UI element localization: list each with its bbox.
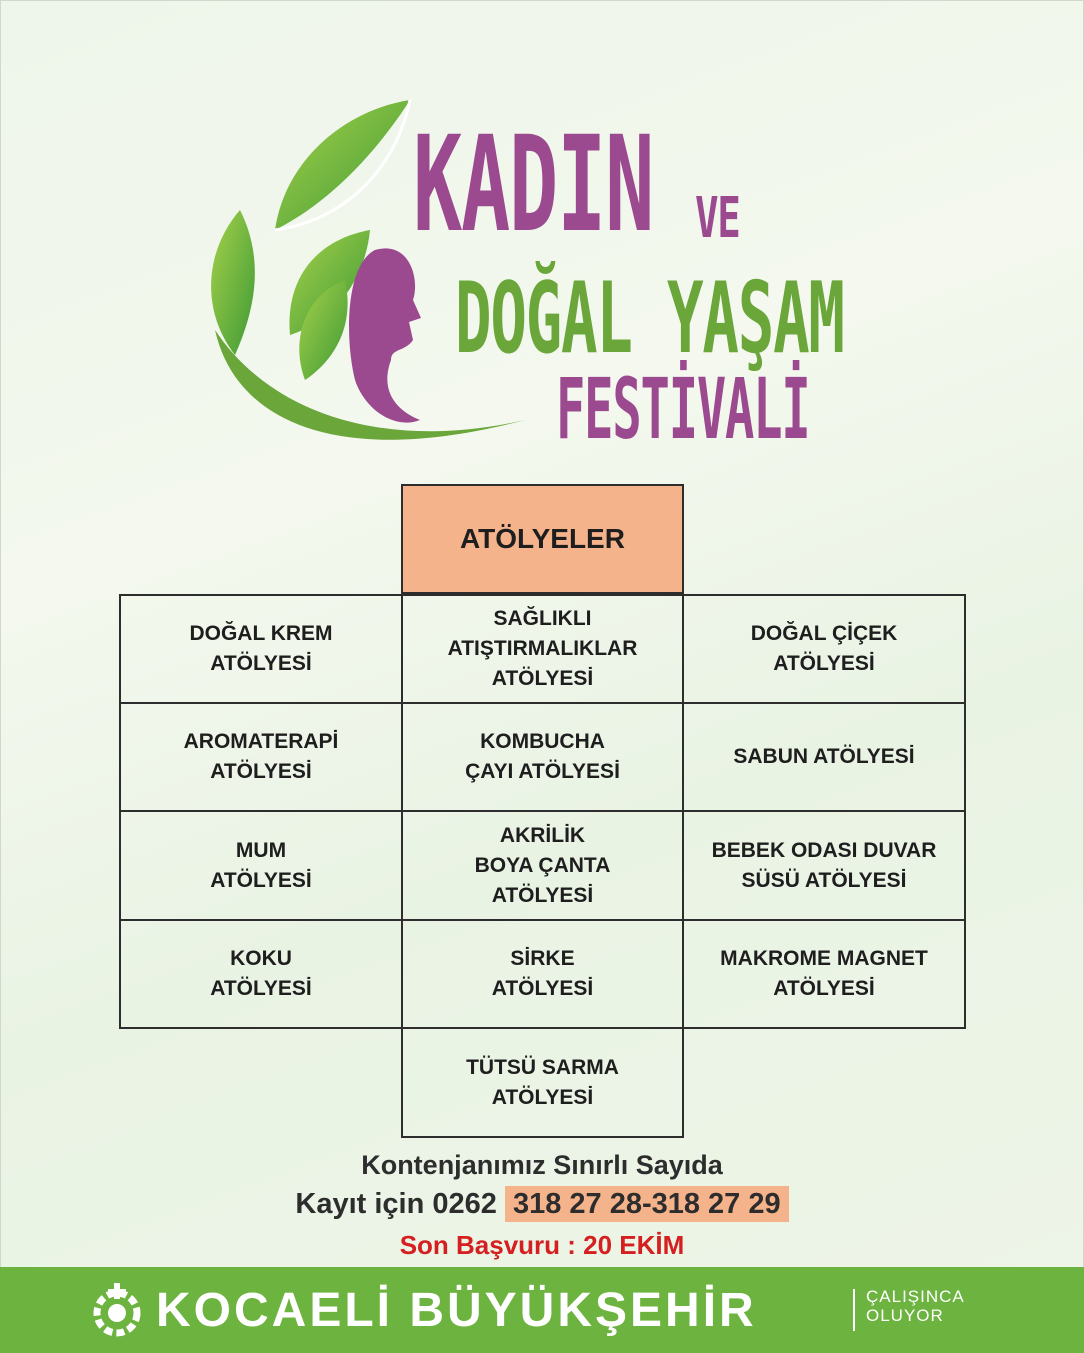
- title-kadin: KADIN: [413, 108, 654, 262]
- workshop-cell: [401, 1027, 684, 1138]
- workshop-cell: [682, 810, 966, 921]
- registration-line: [0, 1188, 1084, 1221]
- footer-bar: [0, 1267, 1084, 1353]
- workshop-cell: [682, 919, 966, 1029]
- capacity-note: Kontenjanımız Sınırlı Sayıda: [361, 1150, 723, 1180]
- footer-divider: [853, 1289, 855, 1331]
- workshop-cell: [401, 702, 684, 812]
- table-header: [401, 484, 684, 594]
- workshop-label: DOĞAL KREM ATÖLYESİ: [189, 622, 333, 675]
- kocaeli-emblem-icon: [88, 1281, 146, 1339]
- registration-phones: 318 27 28-318 27 29: [505, 1186, 789, 1222]
- workshop-cell: [401, 594, 684, 704]
- workshop-cell: [401, 919, 684, 1029]
- workshop-label: MAKROME MAGNET ATÖLYESİ: [720, 947, 928, 1000]
- workshop-label: SAĞLIKLI ATIŞTIRMALIKLAR ATÖLYESİ: [447, 607, 638, 690]
- deadline-note: Son Başvuru : 20 EKİM: [399, 1230, 685, 1260]
- workshop-cell: [119, 810, 403, 921]
- title-ve: VE: [695, 186, 740, 251]
- title-festivali: FESTİVALİ: [556, 360, 810, 458]
- workshop-cell: [682, 594, 966, 704]
- table-header-label: ATÖLYELER: [460, 523, 625, 554]
- footer-slogan: [866, 1287, 965, 1325]
- workshop-label: SİRKE ATÖLYESİ: [491, 947, 594, 1000]
- workshop-label: MUM ATÖLYESİ: [210, 838, 312, 892]
- title-dogal-yasam: DOĞAL YAŞAM: [455, 262, 844, 376]
- registration-prefix: Kayıt için 0262: [295, 1188, 505, 1220]
- workshop-label: KOKU ATÖLYESİ: [210, 947, 312, 1000]
- workshop-label: AROMATERAPİ ATÖLYESİ: [183, 730, 339, 783]
- slogan-line-1: ÇALIŞINCA: [866, 1287, 965, 1306]
- workshop-label: AKRİLİK BOYA ÇANTA ATÖLYESİ: [474, 823, 611, 907]
- slogan-line-2: OLUYOR: [866, 1306, 944, 1325]
- workshop-label: DOĞAL ÇİÇEK ATÖLYESİ: [750, 622, 898, 675]
- workshop-label: TÜTSÜ SARMA ATÖLYESİ: [466, 1055, 619, 1109]
- workshop-cell: [119, 594, 403, 704]
- workshop-cell: [682, 702, 966, 812]
- workshop-label: SABUN ATÖLYESİ: [733, 745, 915, 768]
- municipality-name: KOCAELİ BÜYÜKŞEHİR: [156, 1284, 757, 1337]
- workshop-label: BEBEK ODASI DUVAR SÜSÜ ATÖLYESİ: [711, 838, 937, 892]
- workshop-cell: [401, 810, 684, 921]
- workshop-cell: [119, 702, 403, 812]
- workshop-label: KOMBUCHA ÇAYI ATÖLYESİ: [465, 730, 620, 783]
- workshop-cell: [119, 919, 403, 1029]
